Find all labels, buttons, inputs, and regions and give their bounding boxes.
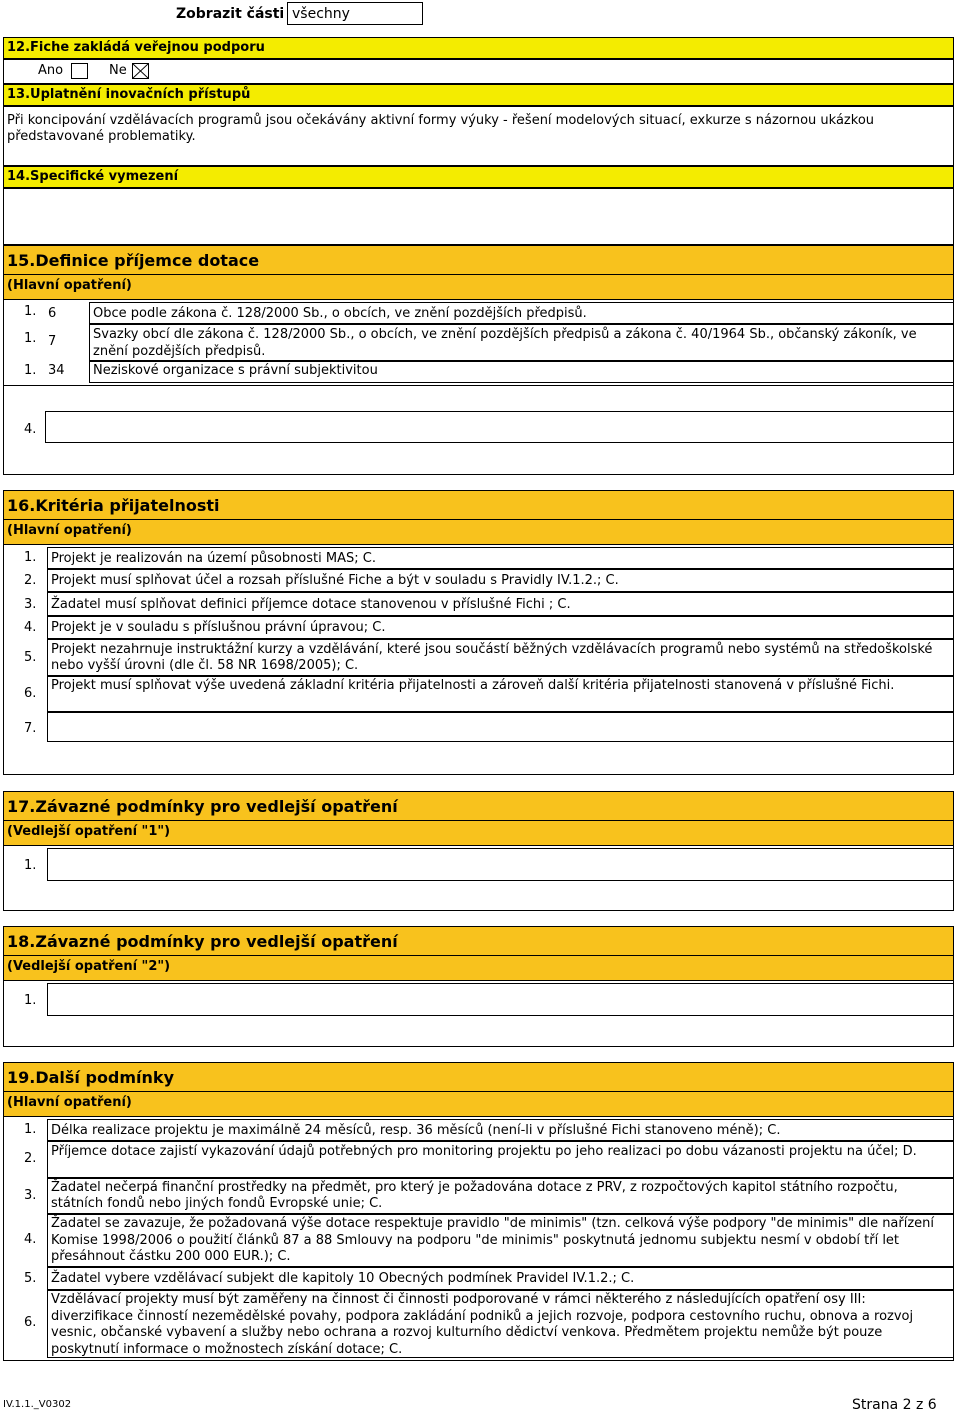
list-item-num: 1. bbox=[24, 331, 37, 346]
section-13-title: 13.Uplatnění inovačních přístupů bbox=[3, 84, 954, 106]
section-14-body bbox=[3, 188, 954, 245]
section-13-text: Při koncipování vzdělávacích programů jsou očekávány aktivní formy výuky - řešení modelových situací, exkurze s názornou ukázkou představované problematiky. bbox=[7, 113, 875, 144]
section-15-empty bbox=[3, 386, 954, 475]
row-num: 6. bbox=[24, 686, 37, 701]
list-item-text: Neziskové organizace s právní subjektivitou bbox=[89, 361, 954, 383]
zobrazit-select[interactable]: všechny bbox=[287, 2, 423, 25]
table-row: Vzdělávací projekty musí být zaměřeny na činnost či činnosti podporované v rámci některého z následujících opatření osy III: diverzifikace činností nezemědělské povahy, podpora zakládání podniků a jejich rozvoje, podpora cestovního ruchu, obnova a rozvoj vesnic, občanské vybavení a služby nebo ochrana a rozvoj kulturního dědictví venkova. Předmětem projektu nemůže být pouze poskytnutí informace o možnostech získání dotace; C. bbox=[47, 1290, 954, 1358]
section-18-list bbox=[3, 981, 954, 1047]
table-row: Projekt nezahrnuje instruktážní kurzy a vzdělávání, které jsou součástí běžných vzdělávacích programů nebo systémů na středoškolské nebo vyšší úrovni (dle čl. 58 NR 1698/2005); C. bbox=[47, 639, 954, 676]
empty-cell bbox=[47, 848, 954, 881]
row-num: 4. bbox=[24, 1232, 37, 1247]
row-num: 6. bbox=[24, 1315, 37, 1330]
section-15-subtitle: (Hlavní opatření) bbox=[3, 275, 954, 300]
list-item-code: 6 bbox=[48, 306, 57, 321]
table-row: Projekt musí splňovat výše uvedená základní kritéria přijatelnosti a zároveň další kritéria přijatelnosti stanovená v příslušné Fichi. bbox=[47, 676, 954, 712]
list-item-num: 4. bbox=[24, 422, 37, 437]
section-13-body bbox=[3, 106, 954, 166]
list-item-num: 1. bbox=[24, 363, 37, 378]
section-16-title: 16.Kritéria přijatelnosti bbox=[3, 490, 954, 520]
page-number: Strana 2 z 6 bbox=[852, 1397, 937, 1413]
row-num: 1. bbox=[24, 858, 37, 873]
table-row: Žadatel musí splňovat definici příjemce dotace stanovenou v příslušné Fichi ; C. bbox=[47, 592, 954, 616]
row-num: 7. bbox=[24, 721, 37, 736]
row-num: 3. bbox=[24, 597, 37, 612]
section-19-list bbox=[3, 1117, 954, 1361]
row-num: 5. bbox=[24, 650, 37, 665]
list-item-num: 1. bbox=[24, 304, 37, 319]
section-17-subtitle: (Vedlejší opatření "1") bbox=[3, 821, 954, 846]
row-num: 4. bbox=[24, 620, 37, 635]
section-14-title: 14.Specifické vymezení bbox=[3, 166, 954, 188]
section-18-title: 18.Závazné podmínky pro vedlejší opatření bbox=[3, 926, 954, 956]
row-num: 1. bbox=[24, 993, 37, 1008]
table-row: Projekt musí splňovat účel a rozsah příslušné Fiche a být v souladu s Pravidly IV.1.2.; C. bbox=[47, 569, 954, 592]
section-17-title: 17.Závazné podmínky pro vedlejší opatření bbox=[3, 791, 954, 821]
cross-icon bbox=[133, 64, 148, 78]
section-16-list bbox=[3, 545, 954, 775]
table-row bbox=[47, 712, 954, 742]
table-row: Žadatel vybere vzdělávací subjekt dle kapitoly 10 Obecných podmínek Pravidel IV.1.2.; C. bbox=[47, 1267, 954, 1290]
section-17-list bbox=[3, 846, 954, 911]
list-item-code: 34 bbox=[48, 363, 65, 378]
table-row: Projekt je realizován na území působnosti MAS; C. bbox=[47, 547, 954, 569]
table-row: Žadatel se zavazuje, že požadovaná výše dotace respektuje pravidlo "de minimis" (tzn. celková výše podpory "de minimis" dle nařízení Komise 1998/2006 o použití článků 87 a 88 Smlouvy na podporu "de minimis" poskytnutá jednomu subjektu nesmí v období tří let přesáhnout částku 200 000 EUR.); C. bbox=[47, 1214, 954, 1267]
section-18-subtitle: (Vedlejší opatření "2") bbox=[3, 956, 954, 981]
row-num: 3. bbox=[24, 1188, 37, 1203]
empty-cell bbox=[47, 983, 954, 1016]
section-12-body bbox=[3, 59, 954, 84]
section-12-title: 12.Fiche zakládá veřejnou podporu bbox=[3, 37, 954, 59]
table-row: Projekt je v souladu s příslušnou právní úpravou; C. bbox=[47, 616, 954, 639]
section-16-subtitle: (Hlavní opatření) bbox=[3, 520, 954, 545]
row-num: 1. bbox=[24, 550, 37, 565]
section-15-title: 15.Definice příjemce dotace bbox=[3, 245, 954, 275]
row-num: 5. bbox=[24, 1271, 37, 1286]
section-15-list bbox=[3, 300, 954, 386]
ano-label: Ano bbox=[38, 63, 64, 78]
table-row: Příjemce dotace zajistí vykazování údajů potřebných pro monitoring projektu po jeho realizaci po dobu vázanosti projektu na účel; D. bbox=[47, 1141, 954, 1178]
ne-label: Ne bbox=[109, 63, 127, 78]
row-num: 1. bbox=[24, 1122, 37, 1137]
table-row: Žadatel nečerpá finanční prostředky na předmět, pro který je požadována dotace z PRV, z rozpočtových kapitol státního rozpočtu, státních fondů nebo jiných fondů Evropské unie; C. bbox=[47, 1178, 954, 1214]
list-item-code: 7 bbox=[48, 334, 57, 349]
table-row: Délka realizace projektu je maximálně 24 měsíců, resp. 36 měsíců (není-li v příslušné Fichi stanoveno méně); C. bbox=[47, 1119, 954, 1141]
footer-code: IV.1.1._V0302 bbox=[3, 1399, 72, 1410]
empty-cell bbox=[45, 411, 954, 443]
row-num: 2. bbox=[24, 573, 37, 588]
list-item-text: Obce podle zákona č. 128/2000 Sb., o obcích, ve znění pozdějších předpisů. bbox=[89, 302, 954, 324]
list-item-text: Svazky obcí dle zákona č. 128/2000 Sb., o obcích, ve znění pozdějších předpisů a zákona č. 40/1964 Sb., občanský zákoník, ve znění pozdějších předpisů. bbox=[89, 324, 954, 361]
section-19-title: 19.Další podmínky bbox=[3, 1062, 954, 1092]
ne-checkbox-checked[interactable] bbox=[132, 63, 149, 79]
zobrazit-label: Zobrazit části bbox=[176, 6, 285, 22]
section-19-subtitle: (Hlavní opatření) bbox=[3, 1092, 954, 1117]
ano-checkbox[interactable] bbox=[71, 63, 88, 79]
row-num: 2. bbox=[24, 1151, 37, 1166]
